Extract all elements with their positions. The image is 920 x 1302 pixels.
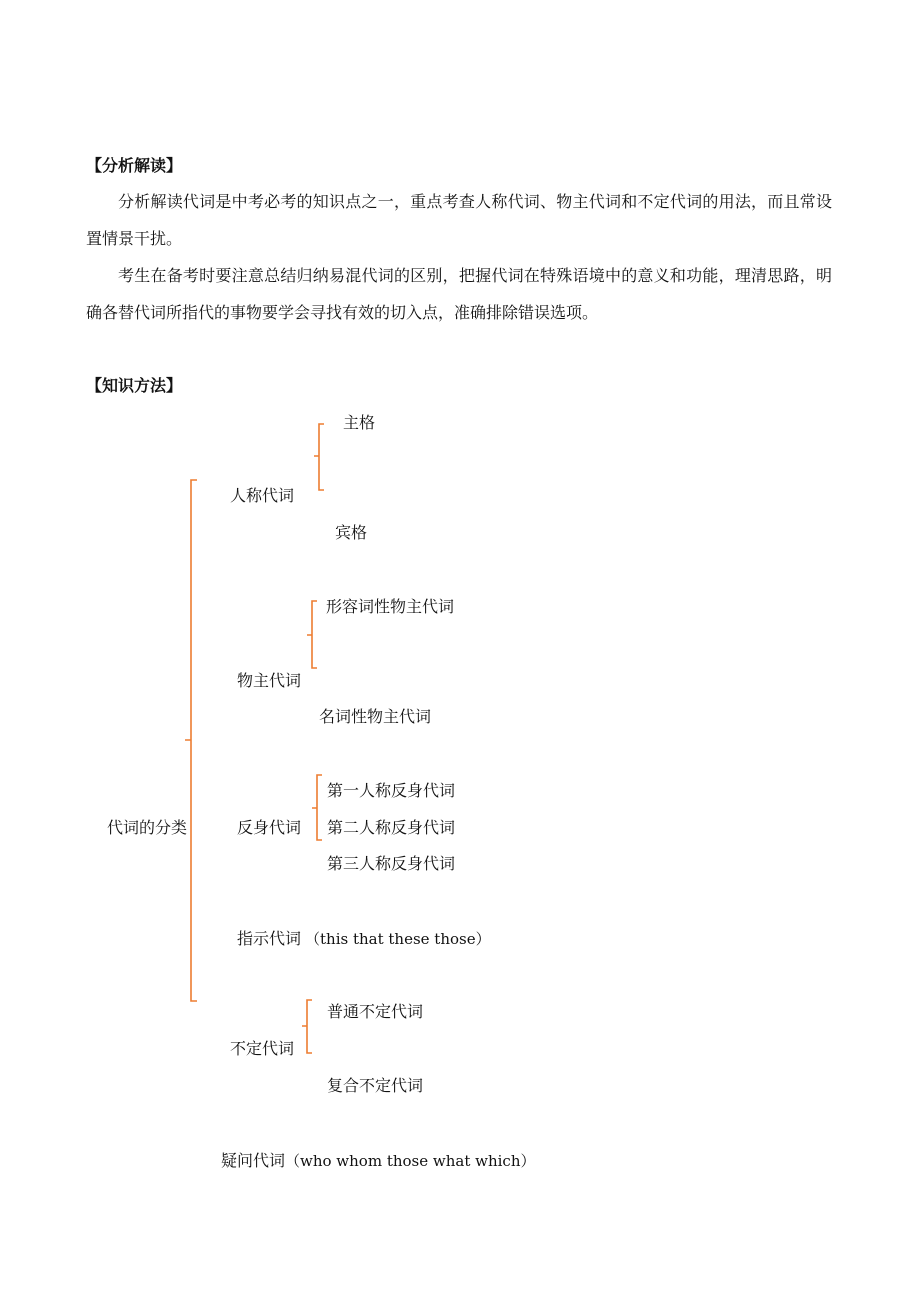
demonstrative-examples: （this that these those） [305, 930, 491, 948]
root-label: 代词的分类 [107, 818, 188, 837]
indefinite-bracket [302, 1000, 312, 1053]
possessive-bracket [307, 601, 317, 668]
reflexive-bracket [312, 775, 322, 840]
possessive-label: 物主代词 [237, 671, 302, 690]
personal-sub-nominative: 主格 [343, 413, 376, 432]
interrogative-label: 疑问代词 [221, 1151, 286, 1170]
analysis-paragraph-2: 考生在备考时要注意总结归纳易混代词的区别，把握代词在特殊语境中的意义和功能，理清思路，明确各替代词所指代的事物要学会寻找有效的切入点，准确排除错误选项。 [86, 266, 832, 322]
interrogative-examples: （who whom those what which） [285, 1152, 536, 1170]
knowledge-heading: 【知识方法】 [86, 376, 183, 395]
reflexive-label: 反身代词 [237, 818, 302, 837]
indefinite-label: 不定代词 [230, 1039, 295, 1058]
reflexive-sub-first: 第一人称反身代词 [327, 781, 456, 800]
possessive-sub-adjectival: 形容词性物主代词 [326, 597, 455, 616]
personal-bracket [314, 424, 324, 490]
possessive-sub-nominal: 名词性物主代词 [319, 707, 432, 726]
analysis-heading: 【分析解读】 [86, 156, 183, 175]
demonstrative-label: 指示代词 [237, 929, 302, 948]
analysis-paragraph-1: 分析解读代词是中考必考的知识点之一，重点考查人称代词、物主代词和不定代词的用法，而且常设置情景干扰。 [86, 192, 832, 248]
indefinite-sub-compound: 复合不定代词 [327, 1076, 424, 1095]
indefinite-sub-common: 普通不定代词 [327, 1002, 424, 1021]
root-bracket [185, 480, 197, 1001]
reflexive-sub-second: 第二人称反身代词 [327, 818, 456, 837]
reflexive-sub-third: 第三人称反身代词 [327, 854, 456, 873]
personal-label: 人称代词 [230, 486, 295, 505]
personal-sub-objective: 宾格 [335, 523, 368, 542]
